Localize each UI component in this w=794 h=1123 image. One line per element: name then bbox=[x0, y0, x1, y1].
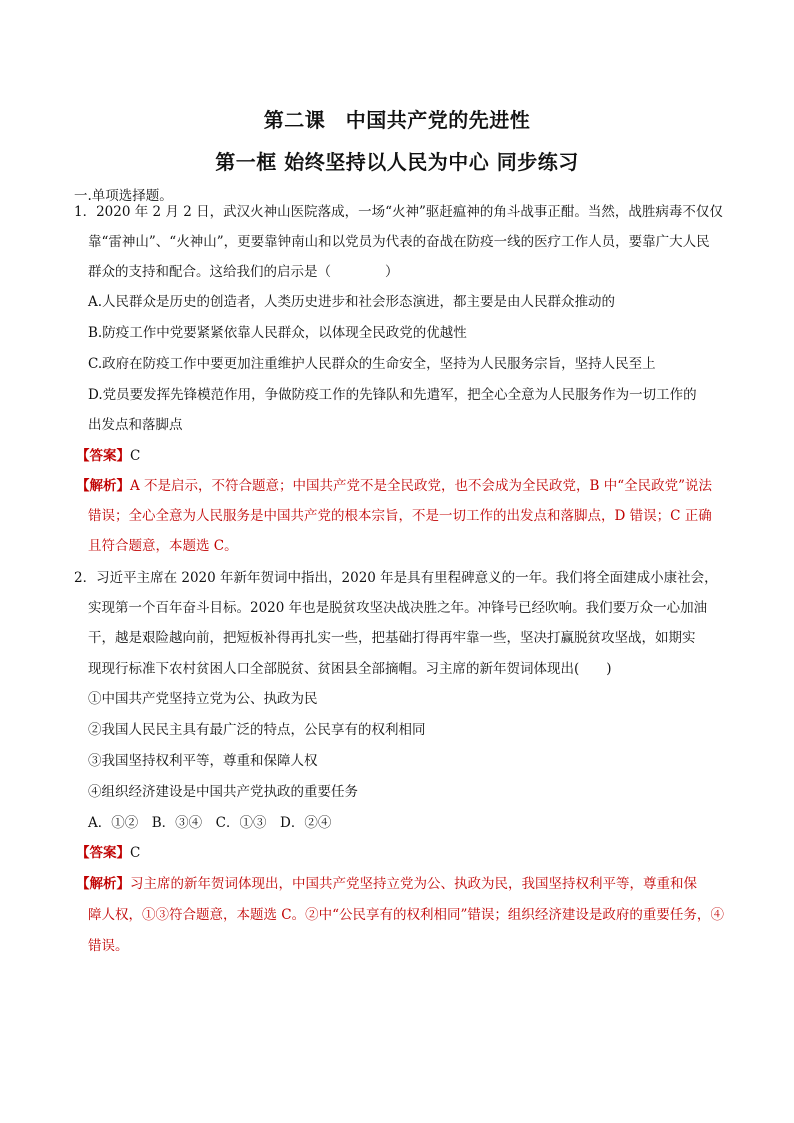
analysis-tag: 【解析】 bbox=[76, 478, 130, 494]
analysis-segment: 本题选 C。②中“公民享有的权利相同”错误；组织经济建设是政府的重要任务， bbox=[236, 907, 711, 923]
answer-value: C bbox=[130, 845, 141, 861]
answer-tag: 【答案】 bbox=[76, 448, 130, 464]
question-2-line-3: 干，越是艰险越向前，把短板补得再扎实一些，把基础打得再牢靠一些，坚决打赢脱贫攻坚战，如期实 bbox=[88, 630, 696, 646]
analysis-text: 习主席的新年贺词体现出，中国共产党坚持立党为公、执政为民，我国坚持权利平等，尊重和保 bbox=[130, 876, 697, 892]
analysis-segment: 障人权， bbox=[88, 907, 142, 923]
analysis-text: A 不是启示，不符合题意；中国共产党不是全民政党，也不会成为全民政党，B 中“全民政党”说法 bbox=[130, 478, 713, 494]
question-1-line-1: 1．2020 年 2 月 2 日，武汉火神山医院落成，一场“火神”驱赶瘟神的角斗战事正酣。当然，战胜病毒不仅仅 bbox=[74, 204, 723, 220]
page-subtitle: 第一框 始终坚持以人民为中心 同步练习 bbox=[215, 150, 579, 174]
question-1-analysis-line-3: 且符合题意，本题选 C。 bbox=[88, 538, 238, 554]
analysis-tag: 【解析】 bbox=[76, 876, 130, 892]
analysis-segment: ①③符合题意， bbox=[142, 907, 237, 923]
section-heading: 一.单项选择题。 bbox=[74, 188, 173, 204]
question-1-option-c: C.政府在防疫工作中要更加注重维护人民群众的生命安全，坚持为人民服务宗旨，坚持人民至上 bbox=[88, 356, 656, 372]
question-2-analysis-line-1 bbox=[76, 874, 697, 894]
question-2-item-2: ②我国人民民主具有最广泛的特点，公民享有的权利相同 bbox=[88, 722, 426, 738]
question-2-line-2: 实现第一个百年奋斗目标。2020 年也是脱贫攻坚决战决胜之年。冲锋号已经吹响。我们要万众一心加油 bbox=[88, 600, 708, 616]
question-1-option-d: D.党员要发挥先锋模范作用，争做防疫工作的先锋队和先遣军，把全心全意为人民服务作为一切工作的 bbox=[88, 387, 697, 403]
question-2-item-4: ④组织经济建设是中国共产党执政的重要任务 bbox=[88, 784, 358, 800]
page-title: 第二课 中国共产党的先进性 bbox=[263, 108, 531, 132]
analysis-segment: ④ bbox=[710, 907, 724, 923]
question-1-analysis-line-1 bbox=[76, 476, 712, 496]
question-1-analysis-line-2: 错误；全心全意为人民服务是中国共产党的根本宗旨，不是一切工作的出发点和落脚点，D 错误；C 正确 bbox=[88, 508, 712, 524]
question-1-option-a: A.人民群众是历史的创造者，人类历史进步和社会形态演进，都主要是由人民群众推动的 bbox=[88, 294, 616, 310]
question-2-line-1: 2．习近平主席在 2020 年新年贺词中指出，2020 年是具有里程碑意义的一年。我们将全面建成小康社会， bbox=[74, 570, 718, 586]
question-2-choices: A．①② B．③④ C．①③ D．②④ bbox=[88, 815, 332, 831]
question-2-analysis-line-2 bbox=[88, 905, 724, 925]
question-1-option-d-cont: 出发点和落脚点 bbox=[88, 417, 183, 433]
answer-tag: 【答案】 bbox=[76, 845, 130, 861]
question-1-line-3: 群众的支持和配合。这给我们的启示是（ ） bbox=[88, 264, 399, 280]
answer-value: C bbox=[130, 448, 141, 464]
question-2-item-3: ③我国坚持权利平等，尊重和保障人权 bbox=[88, 753, 318, 769]
question-1-line-2: 靠“雷神山”、“火神山”，更要靠钟南山和以党员为代表的奋战在防疫一线的医疗工作人员，要靠广大人民 bbox=[88, 234, 710, 250]
question-2-item-1: ①中国共产党坚持立党为公、执政为民 bbox=[88, 691, 318, 707]
question-1-option-b: B.防疫工作中党要紧紧依靠人民群众，以体现全民政党的优越性 bbox=[88, 325, 467, 341]
question-2-line-4: 现现行标准下农村贫困人口全部脱贫、贫困县全部摘帽。习主席的新年贺词体现出( ) bbox=[88, 661, 612, 677]
question-2-analysis-line-3: 错误。 bbox=[88, 938, 129, 954]
question-2-answer bbox=[76, 843, 140, 863]
question-1-answer bbox=[76, 446, 140, 466]
